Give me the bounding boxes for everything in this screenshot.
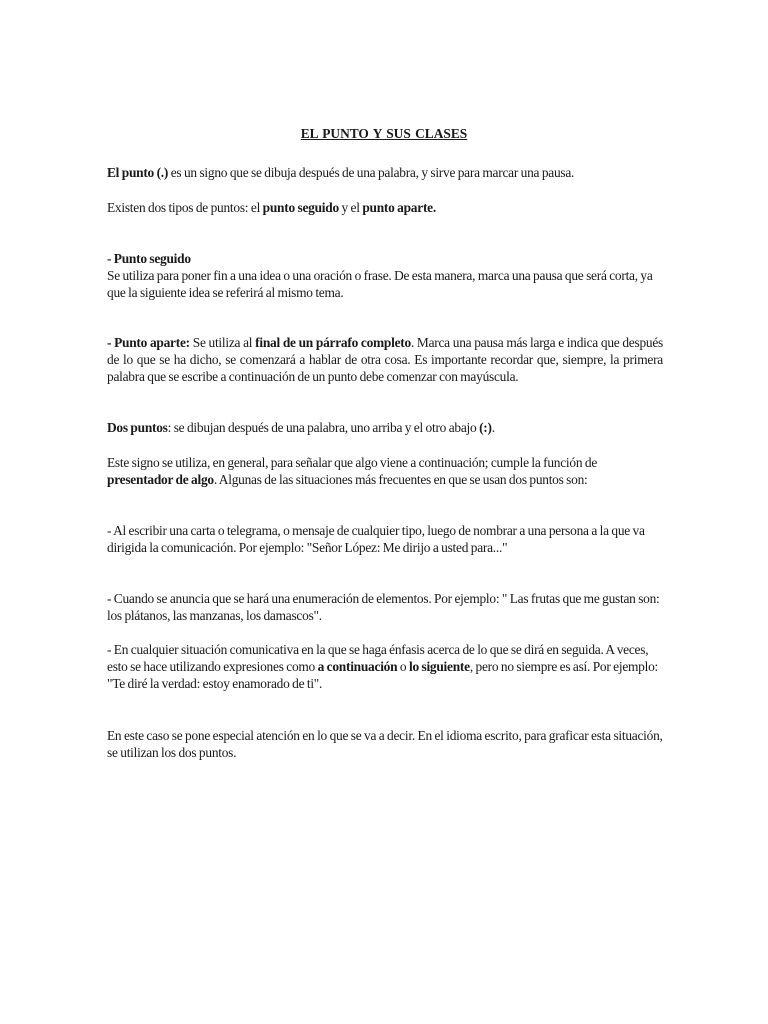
- list-item-enfasis: [107, 641, 663, 692]
- text-segment: Existen dos tipos de puntos: el: [107, 200, 263, 215]
- text-segment: es un signo que se dibuja después de una palabra, y sirve para marcar una pausa.: [168, 165, 575, 180]
- section-heading: Dos puntos: [107, 420, 168, 435]
- text-segment: , pero no siempre es así. Por ejemplo: "Te diré la verdad: estoy enamorado de ti".: [107, 659, 659, 691]
- text-segment: y el: [338, 200, 363, 215]
- text-segment: .: [491, 420, 495, 435]
- text-segment: : se dibujan después de una palabra, uno arriba y el otro abajo: [167, 420, 480, 435]
- section-dos-puntos: [107, 419, 663, 436]
- text-segment: . Algunas de las situaciones más frecuentes en que se usan dos puntos son:: [213, 472, 588, 487]
- term-presentador: presentador de algo: [107, 472, 214, 487]
- section-heading: - Punto seguido: [107, 251, 191, 266]
- term-a-continuacion: a continuación: [317, 659, 398, 674]
- list-item-carta: - Al escribir una carta o telegrama, o mensaje de cualquier tipo, luego de nombrar a una persona a la que va dirigida la comunicación. Por ejemplo: "Señor López: Me dirijo a usted para...": [107, 523, 645, 555]
- section-text: Se utiliza para poner fin a una idea o una oración o frase. De esta manera, marca una pausa que será corta, ya que la siguiente idea se referirá al mismo tema.: [107, 268, 653, 300]
- section-punto-seguido: [107, 250, 663, 301]
- paragraph-definition: [107, 164, 663, 181]
- document-title: EL PUNTO Y SUS CLASES: [300, 126, 468, 141]
- text-segment: Se utiliza al: [189, 335, 256, 350]
- paragraph-uso: [107, 454, 663, 488]
- text-segment: . Marca una pausa más larga e indica que después de lo que se ha dicho, se comenzará a hablar de otra cosa. Es importante recordar que, siempre, la primera palabra que se escribe a continuación de un punto debe comenzar con mayúscula.: [107, 335, 663, 384]
- term-colon-symbol: (:): [479, 420, 492, 435]
- paragraph-types: [107, 199, 663, 216]
- term-lo-siguiente: lo siguiente: [408, 659, 470, 674]
- paragraph-conclusion: En este caso se pone especial atención en lo que se va a decir. En el idioma escrito, para graficar esta situación, se utilizan los dos puntos.: [107, 728, 663, 760]
- section-punto-aparte: [107, 334, 663, 385]
- text-segment: - En cualquier situación comunicativa en la que se haga énfasis acerca de lo que se dirá en seguida. A veces, esto se hace utilizando expresiones como: [107, 642, 649, 674]
- section-heading: - Punto aparte:: [107, 335, 190, 350]
- term-punto-seguido: punto seguido: [262, 200, 339, 215]
- term-punto-aparte: punto aparte.: [362, 200, 436, 215]
- term-final-parrafo: final de un párrafo completo: [255, 335, 411, 350]
- term-punto: El punto (.): [107, 165, 169, 180]
- list-item-enumeracion: - Cuando se anuncia que se hará una enumeración de elementos. Por ejemplo: " Las frutas que me gustan son: los plátanos, las manzanas, los damascos".: [107, 591, 660, 623]
- text-segment: Este signo se utiliza, en general, para señalar que algo viene a continuación; cumple la función de: [107, 455, 598, 470]
- text-segment: o: [397, 659, 409, 674]
